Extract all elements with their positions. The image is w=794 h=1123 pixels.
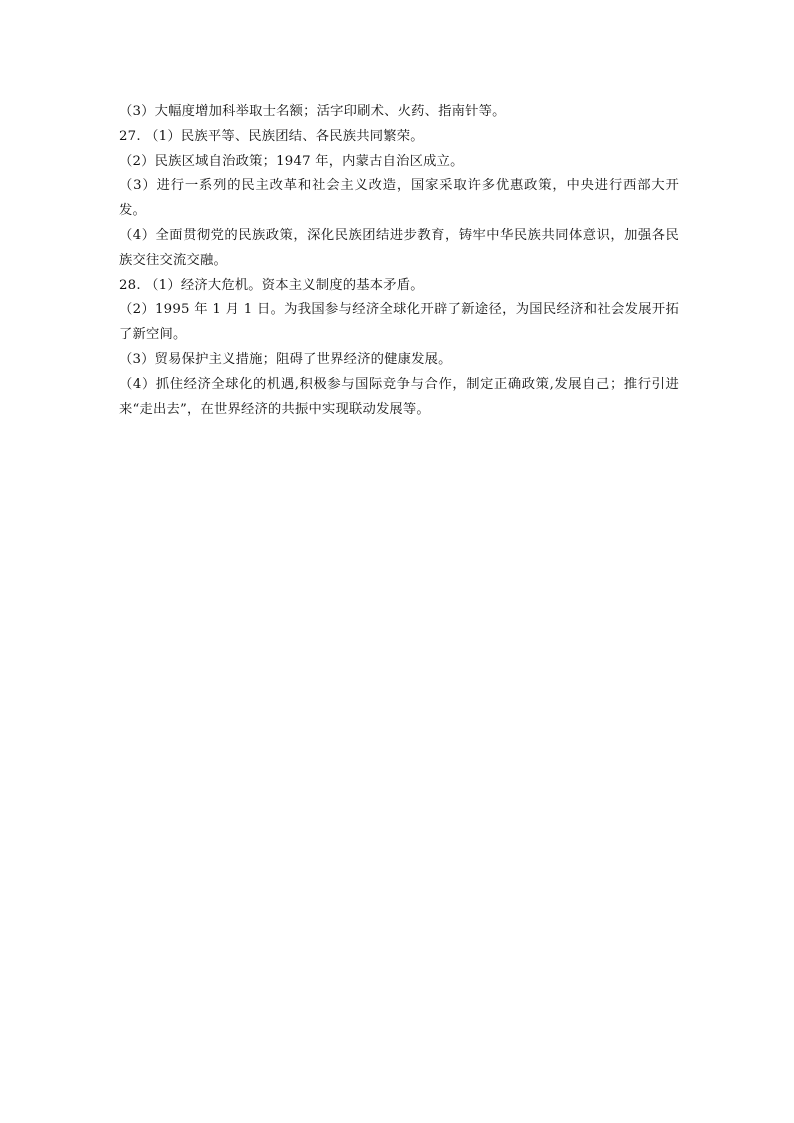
answer-28-part-1: 28. （1）经济大危机。资本主义制度的基本矛盾。 xyxy=(119,277,424,293)
answer-27-part-2: （2）民族区域自治政策；1947 年，内蒙古自治区成立。 xyxy=(119,153,464,169)
answer-text-block xyxy=(119,100,679,422)
answer-28-part-4: （4）抓住经济全球化的机遇,积极参与国际竞争与合作，制定正确政策,发展自己；推行引进来“走出去”，在世界经济的共振中实现联动发展等。 xyxy=(119,376,679,417)
answer-27-part-4: （4）全面贯彻党的民族政策，深化民族团结进步教育，铸牢中华民族共同体意识，加强各民族交往交流交融。 xyxy=(119,227,679,268)
answer-27-part-3: （3）进行一系列的民主改革和社会主义改造，国家采取许多优惠政策，中央进行西部大开发。 xyxy=(119,178,679,219)
answer-28-part-2: （2）1995 年 1 月 1 日。为我国参与经济全球化开辟了新途径，为国民经济和社会发展开拓了新空间。 xyxy=(119,302,679,343)
answer-26-part-3: （3）大幅度增加科举取士名额；活字印刷术、火药、指南针等。 xyxy=(119,104,506,119)
answer-28-part-3: （3）贸易保护主义措施；阻碍了世界经济的健康发展。 xyxy=(119,351,452,367)
answer-27-part-1: 27. （1）民族平等、民族团结、各民族共同繁荣。 xyxy=(119,128,424,144)
